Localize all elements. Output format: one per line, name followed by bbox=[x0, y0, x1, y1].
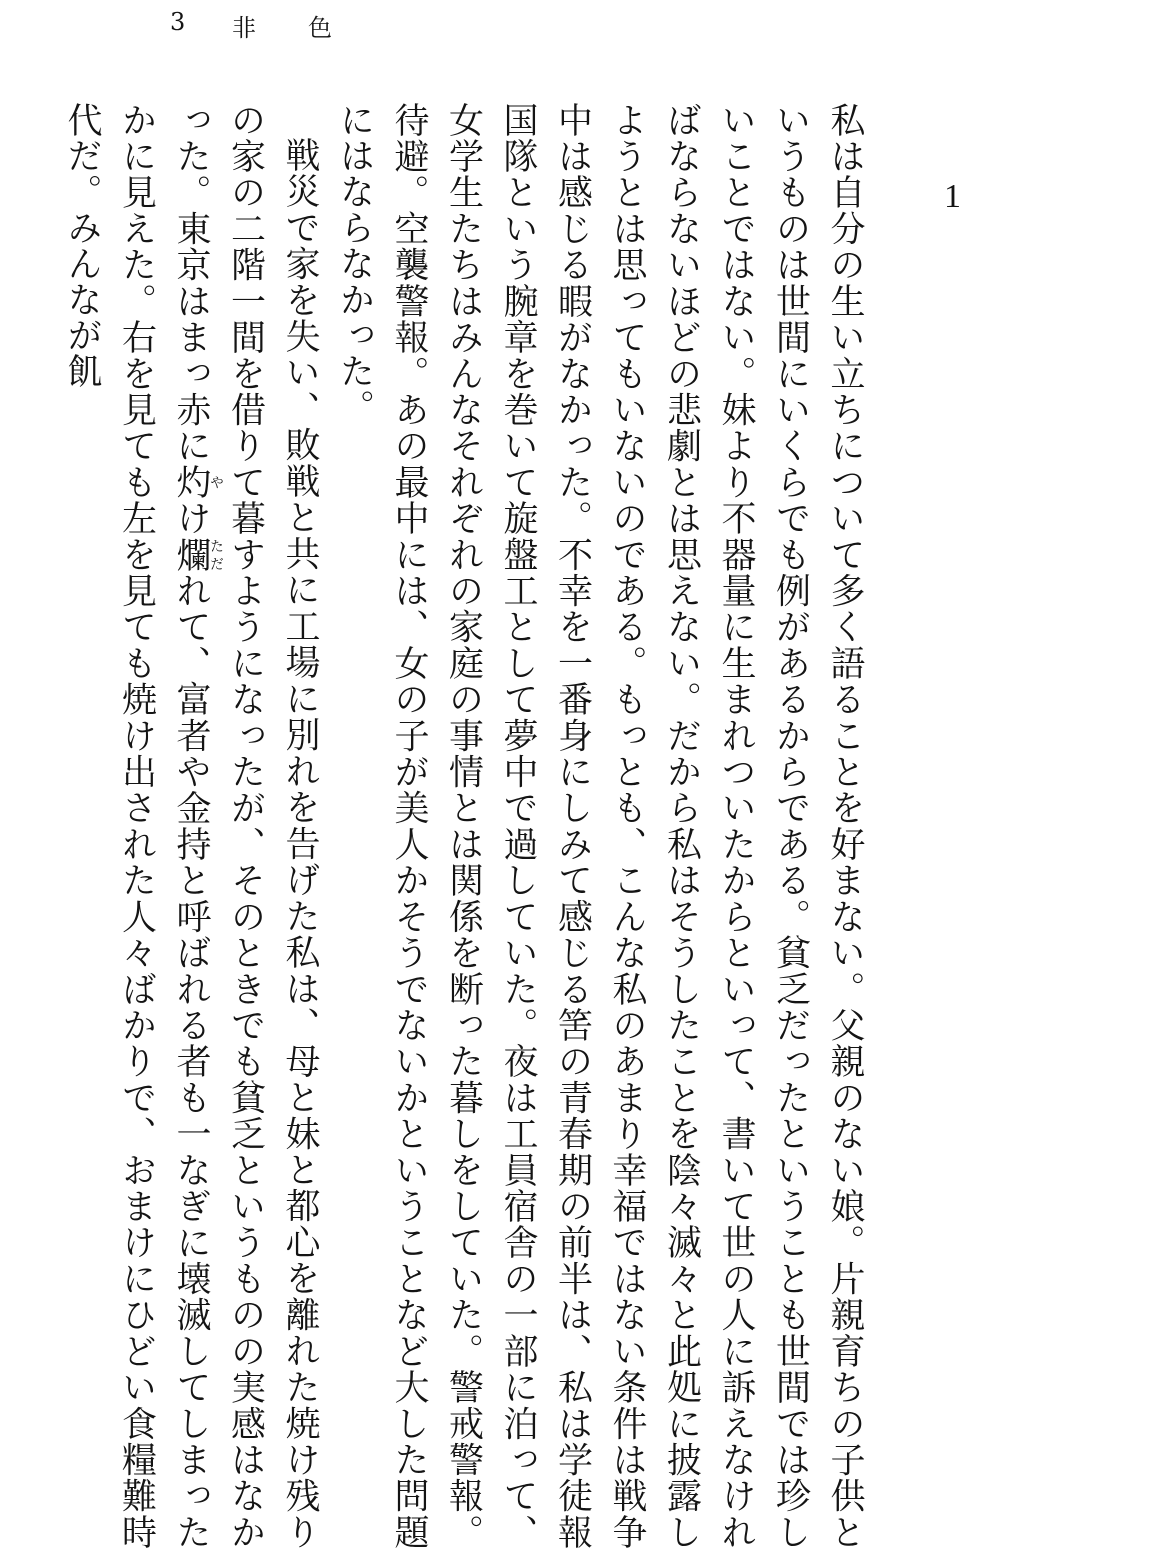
ruby-reading: ただ bbox=[208, 536, 224, 573]
ruby-annotated-kanji: 灼や bbox=[171, 464, 224, 501]
chapter-number: 1 bbox=[944, 178, 961, 215]
text-run: 戦災で家を失い、敗戦と共に工場に別れを告げた私は、母と妹と都心を離れた焼け残りの家の二階一間を借りて暮すようになったが、そのときでも貧乏というものの実感はなかった。東京はまっ赤に bbox=[171, 102, 320, 1550]
page-number: 3 bbox=[170, 8, 186, 36]
text-run: け bbox=[171, 500, 211, 537]
running-title-char-1: 非 bbox=[232, 14, 256, 42]
body-text bbox=[55, 102, 873, 1550]
text-run: 私は自分の生い立ちについて多く語ることを好まない。父親のない娘。片親育ちの子供というものは世間にいくらでも例があるからである。貧乏だったということも世間では珍しいことではない。妹より不器量に生まれついたからといって、書いて世の人に訴えなければならないほどの悲劇とは思えない。だから私はそうしたことを陰々滅々と此処に披露しようとは思ってもいないのである。もっとも、こんな私のあまり幸福ではない条件は戦争中は感じる暇がなかった。不幸を一番身にしみて感じる筈の青春期の前半は、私は学徒報国隊という腕章を巻いて旋盤工として夢中で過していた。夜は工員宿舎の一部に泊って、女学生たちはみんなそれぞれの家庭の事情とは関係を断った暮しをしていた。警戒警報。待避。空襲警報。あの最中には、女の子が美人かそうでないかということなど大した問題にはならなかった。 bbox=[334, 102, 865, 1550]
paragraph bbox=[327, 102, 872, 1550]
paragraph bbox=[55, 102, 328, 1550]
text-run: れて、富者や金持と呼ばれる者も一なぎに壊滅してしまったかに見えた。右を見ても左を見ても焼け出された人々ばかりで、おまけにひどい食糧難時代だ。みんなが飢 bbox=[62, 102, 211, 1551]
running-title-char-2: 色 bbox=[308, 14, 332, 42]
running-head bbox=[170, 8, 332, 43]
ruby-reading: や bbox=[208, 464, 224, 500]
ruby-annotated-kanji: 爛ただ bbox=[171, 536, 224, 573]
